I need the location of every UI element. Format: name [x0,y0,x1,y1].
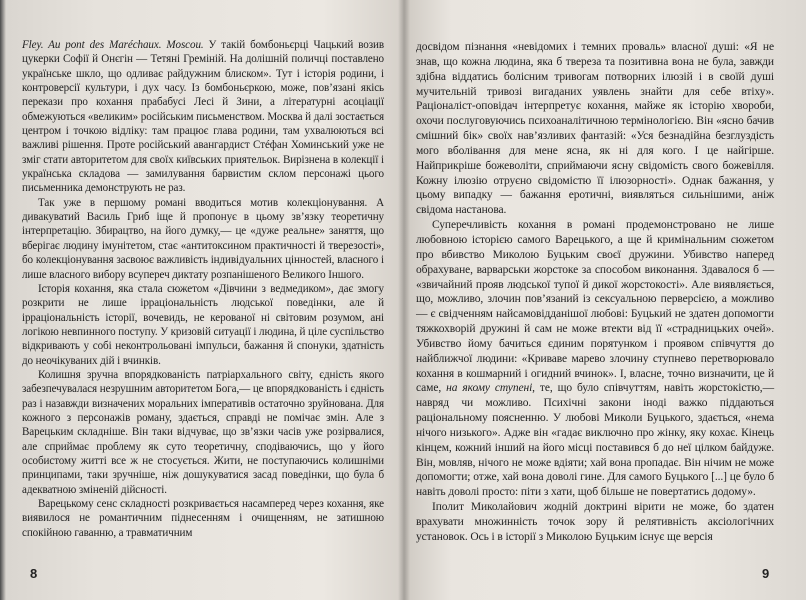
paragraph [22,368,384,497]
page-number-right: 9 [762,566,770,581]
page-number-left: 8 [30,566,38,581]
italic-emphasis: на якому ступені [446,382,533,395]
left-page-text [22,38,384,540]
paragraph [22,38,384,196]
paragraph-text: Суперечливість кохання в романі продемонстровано не лише любовною історією самого Варецького, а ще й кримінальним сюжетом про вбивство Миколою Буцьким своєї дружини. Убивство наперед обрахуване, варварськи жорстоке за способом виконання. Здавалося б — «звичайний прояв людської тупої й дикої жорстокості». Але виявляється, що, можливо, злочин пов’язаний із сексуальною перверсією, а можливо — є свідченням найсамовідданішої любові: Буцький не здатен допомогти тяжкохворій дружині й сам не може втекти від її «страдницьких очей». Убивство йому бачиться єдиним порятунком і проявом співчуття до найближчої людини: «Криваве марево злочину ступнево перетворювало кохання в кошмарний і огидний вчинок». І, власне, точно визначити, це й саме, [416,219,774,395]
paragraph [22,497,384,540]
paragraph-text: У такій бомбоньєрці Чацький возив цукерки Софії й Онєгін — Тетяні Греміній. На долішній поличці поставлено українське шкло, що одливає райдужним блиском». Тут і історія родини, і контроверсії культури, і дух часу. Із бомбоньєркою, може, пов’язані якісь перекази про кохання прабабусі Лесі й Зини, а літературні асоціації обмежуються «великим» російським письменством. Москва й далі зостається центром і точкою відліку: там працює глава родини, там ухвалюються всі важливі рішення. Проте російський авангардист Стéфан Хоминський уже не зміг стати авторитетом для своїх київських приятельок. Вирізнена в колекції і українська складова — замилування барвистим склом персонажі цього письменника демонструють не раз. [22,39,384,195]
paragraph-text: , те, що було співчуттям, навіть жорстокістю,— навряд чи можливо. Психічні закони іноді важко піддаються раціональному поясненню. У любові Миколи Буцького, здається, «нема нічого низького». Адже він «гадає виключно про жінку, яку кохає. Кінець кінцем, кожний інший на його місці поставився б до неї цілком байдуже. Він, мовляв, нічого не може вдіяти; хай вона пропадає. Він нічим не може допомогти; отже, хай вона доволі гине. Для самого Буцького [...] це було б навіть доволі просто: піти з хати, щоб більше не повертатись додому». [416,382,774,499]
paragraph-text: Колишня зручна впорядкованість патріархального світу, єдність якого забезпечувалася незрушним авторитетом Бога,— це впорядкованість і єдність раз і назавжди визначених моральних імперативів остаточно зруйнована. Для кожного з персонажів роману, здається, справді не помічає змін. Але з Варецьким складніше. Він таки відчуває, що зв’язки часів уже розірвалися, але сприймає проблему як суто теоретичну, сподіваючись, що у його особистому житті все ж не стосується. Жити, не поступаючись колишніми принципами, таки зручніше, ніж дошукуватися засад поведінки, що була б адекватною зміненій дійсності. [22,368,384,496]
paragraph-text: Варецькому сенс складності розкривається насамперед через кохання, яке виявилося не романтичним піднесенням і очищенням, не затишною спокійною гаванню, а травматичним [22,498,384,539]
book-edge-shadow [0,0,6,600]
paragraph [22,196,384,282]
paragraph [22,282,384,368]
paragraph [416,500,774,545]
paragraph [416,218,774,500]
italic-lead: Fley. Au pont des Maréchaux. Moscou. [22,39,204,51]
book-gutter [398,0,410,600]
paragraph-text: Так уже в першому романі вводиться мотив колекціонування. А дивакуватий Василь Гриб іще й пропонує в цьому зв’язку теоретичну інтерпретацію. Збирацтво, на його думку,— це «дуже реальне» заняття, що вберігає людину імунітетом, стає «антитоксином практичності й тверезості», бо колекціонування засвоює важливість індивідуальних цінностей, власного і лише власного вибору всупереч диктату розпанішеного Великого Іншого. [22,196,384,281]
paragraph-text: Іполит Миколайович жодній доктрині вірити не може, бо здатен врахувати множинність точок зору й релятивність аксіологічних установок. Ось і в історії з Миколою Буцьким існує ще версія [416,501,774,543]
right-page-text [416,40,774,545]
paragraph [416,40,774,218]
paragraph-text: Історія кохання, яка стала сюжетом «Дівчини з ведмедиком», дає змогу розкрити не лише ірраціональність людської поведінки, але й ірраціональність історії, вочевидь, не керованої ні світовим розумом, ані логікою невпинного поступу. У кризовій ситуації і людина, й ціле суспільство відкривають у собі неконтрольовані імпульси, бажання й спонуки, здатність до неочікуваних дій і вчинків. [22,282,384,367]
paragraph-text: досвідом пізнання «невідомих і темних проваль» власної душі: «Я не знав, що кожна людина, яка б твереза та позитивна вона не була, завжди здібна віддатись болісним тривогам потворних ілюзій і в своїй душі мучительній тривозі вигаданих уявлень знайти для себе втіху». Раціоналіст-оповідач інтерпретує кохання, майже як історію хвороби, охочи послуговуючись психоаналітичною термінологією. Він «ясно бачив смішний бік» своїх нав’язливих фантазій: «Уся безнадійна безглуздість мого вболівання для мене ясна, як ні для кого. І це найгірше. Найприкріше божеволіти, сприймаючи ясну свідомість свого божевілля. Кожну ілюзію отруєно свідомістю її ілюзорності». Однак бажання, у цьому випадку — бажання еротичні, виявляться сильнішими, аніж свідома настанова. [416,41,774,217]
